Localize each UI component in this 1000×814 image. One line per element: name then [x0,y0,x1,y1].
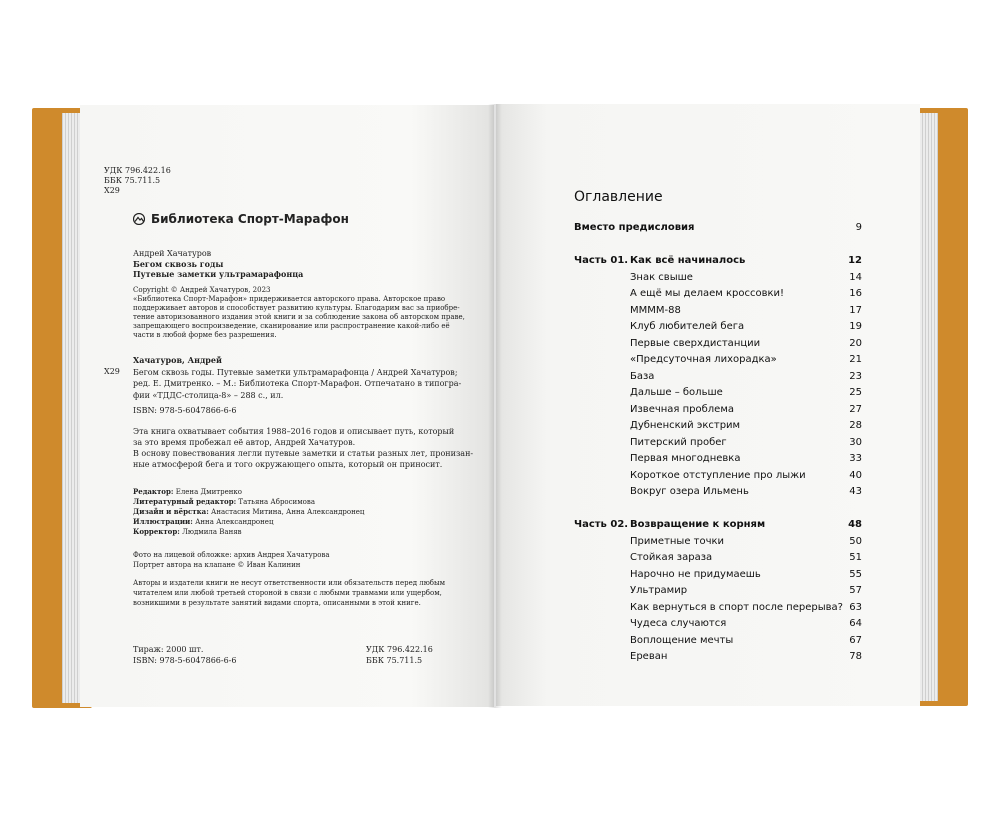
toc-chapter-page: 28 [849,420,862,431]
toc-part-page: 12 [848,255,862,266]
toc-part-title: Как всё начиналось [630,255,746,266]
udk-bottom: УДК 796.422.16 [366,645,433,654]
toc-chapter-page: 27 [849,404,862,415]
annotation-line: ные атмосферой бега и того окружающего опыта, который он приносит. [133,460,443,469]
toc-chapter [574,420,862,436]
print-run: Тираж: 2000 шт. [133,645,204,654]
isbn: ISBN: 978-5-6047866-6-6 [133,406,237,415]
photo-credit-line: Фото на лицевой обложке: архив Андрея Хачатурова [133,551,330,559]
toc-chapter-title: Ультрамир [630,585,688,596]
toc-chapter-title: Короткое отступление про лыжи [630,470,806,481]
bbk-top: ББК 75.711.5 [104,176,161,185]
credit-editor: Редактор: Елена Дмитренко [133,487,243,496]
toc-chapter-page: 33 [849,453,862,464]
toc-chapter [574,453,862,469]
toc-chapter-title: Ереван [630,651,668,662]
toc-part-label: Часть 02. [574,519,629,530]
book-title: Бегом сквозь годы [133,259,224,269]
copyright-line: «Библиотека Спорт-Марафон» придерживается авторского права. Авторское право [133,295,446,303]
toc-part-title: Возвращение к корням [630,519,766,530]
toc-chapter-page: 21 [849,354,862,365]
toc-chapter-title: Чудеса случаются [630,618,727,629]
credit-proofreader: Корректор: Людмила Ваняв [133,527,242,536]
disclaimer-line: Авторы и издатели книги не несут ответственности или обязательств перед любым [133,579,446,587]
toc-chapter [574,651,862,667]
toc-chapter [574,536,862,552]
toc-part-page: 48 [848,519,862,530]
credit-illustrations: Иллюстрации: Анна Александронец [133,517,274,526]
toc-chapter-title: Клуб любителей бега [630,321,745,332]
toc-chapter [574,437,862,453]
toc-chapter-page: 63 [849,602,862,613]
toc-chapter [574,338,862,354]
toc-chapter-title: Воплощение мечты [630,635,734,646]
toc-chapter-title: Знак свыше [630,272,693,283]
toc-preface-title: Вместо предисловия [574,222,695,233]
publisher-logo-text: Библиотека Спорт-Марафон [151,212,349,226]
toc-chapter-page: 14 [849,272,862,283]
toc-chapter-page: 30 [849,437,862,448]
toc-chapter-title: Дальше – больше [630,387,723,398]
toc-chapter [574,321,862,337]
udk-top: УДК 796.422.16 [104,166,171,175]
copyright-line: запрещающего воспроизведение, сканирование или распространение какой-либо её [133,322,450,330]
credits [133,487,364,537]
credit-literary-editor: Литературный редактор: Татьяна Абросимова [133,497,315,506]
toc-chapter [574,272,862,288]
toc-chapter [574,569,862,585]
toc-chapter [574,618,862,634]
toc-chapter-title: Питерский пробег [630,437,727,448]
toc-chapter-page: 67 [849,635,862,646]
toc-chapter [574,305,862,321]
toc-chapter-page: 20 [849,338,862,349]
catalog-entry [133,355,461,401]
toc-chapter-page: 19 [849,321,862,332]
toc-chapter-page: 25 [849,387,862,398]
toc-chapter-page: 50 [849,536,862,547]
toc-preface [574,222,862,238]
book-gutter-shadow [488,104,502,708]
toc-part-01 [574,255,862,271]
catalog-line: Бегом сквозь годы. Путевые заметки ультрамарафонца / Андрей Хачатуров; [133,367,458,377]
toc-heading: Оглавление [574,189,663,205]
mountain-logo-icon [133,213,145,225]
toc-chapter-page: 16 [849,288,862,299]
catalog-line: Хачатуров, Андрей [133,355,222,365]
annotation-line: Эта книга охватывает события 1988–2016 годов и описывает путь, который [133,427,455,436]
photo-credits [133,550,330,570]
catalog-line: фии «ТДДС-столица-8» – 288 с., ил. [133,390,284,400]
toc-chapter-page: 51 [849,552,862,563]
toc-chapter-page: 43 [849,486,862,497]
toc-chapter-title: Первые сверхдистанции [630,338,761,349]
toc-chapter [574,470,862,486]
toc-chapter-page: 40 [849,470,862,481]
toc-chapter [574,387,862,403]
code-top: Х29 [104,186,120,195]
toc-chapter-title: База [630,371,655,382]
toc-preface-page: 9 [855,222,862,233]
toc-part-02 [574,519,862,535]
toc-chapter-title: Как вернуться в спорт после перерыва? [630,602,843,613]
toc-chapter [574,486,862,502]
toc-chapter-title: Дубненский экстрим [630,420,741,431]
toc-chapter-page: 78 [849,651,862,662]
catalog-code: Х29 [104,367,120,376]
photo-credit-line: Портрет автора на клапане © Иван Калинин [133,561,301,569]
book-subtitle: Путевые заметки ультрамарафонца [133,269,304,279]
toc-chapter-page: 55 [849,569,862,580]
toc-chapter-page: 17 [849,305,862,316]
toc-chapter-title: Нарочно не придумаешь [630,569,761,580]
toc-chapter [574,635,862,651]
toc-chapter-page: 23 [849,371,862,382]
copyright-line: части в любой форме без разрешения. [133,331,277,339]
copyright-line: поддерживает авторов и способствует развитию культуры. Благодарим вас за приобре- [133,304,460,312]
toc-chapter-title: Вокруг озера Ильмень [630,486,749,497]
copyright-line: Copyright © Андрей Хачатуров, 2023 [133,286,271,294]
toc-chapter-title: Приметные точки [630,536,725,547]
toc-chapter-title: Извечная проблема [630,404,734,415]
toc-chapter-page: 57 [849,585,862,596]
author-name: Андрей Хачатуров [133,249,212,258]
toc-chapter [574,585,862,601]
toc-part-label: Часть 01. [574,255,629,266]
disclaimer-line: читателем или любой третьей стороной в связи с любыми травмами или ущербом, [133,589,442,597]
catalog-line: ред. Е. Дмитренко. – М.: Библиотека Спорт-Марафон. Отпечатано в типогра- [133,379,462,388]
toc-chapter [574,552,862,568]
credit-design: Дизайн и вёрстка: Анастасия Митина, Анна Александронец [133,507,365,516]
publisher-logo [133,212,349,226]
toc-chapter-title: А ещё мы делаем кроссовки! [630,288,785,299]
toc-chapter-page: 64 [849,618,862,629]
annotation [133,426,473,470]
toc-chapter-title: ММММ-88 [630,305,681,316]
toc-chapter-title: Первая многодневка [630,453,741,464]
toc-chapter [574,288,862,304]
toc-chapter [574,354,862,370]
toc-chapter [574,404,862,420]
copyright-block [133,286,465,340]
disclaimer-line: возникшими в результате занятий видами спорта, описанными в этой книге. [133,599,421,607]
isbn-bottom: ISBN: 978-5-6047866-6-6 [133,656,237,665]
toc-chapter [574,602,862,618]
toc-chapter [574,371,862,387]
toc-chapter-title: «Предсуточная лихорадка» [630,354,777,365]
annotation-line: В основу повествования легли путевые заметки и статьи разных лет, пронизан- [133,449,474,458]
annotation-line: за это время пробежал её автор, Андрей Хачатуров. [133,438,356,447]
copyright-line: тение авторизованного издания этой книги и за соблюдение закона об авторском праве, [133,313,465,321]
disclaimer [133,578,445,608]
bbk-bottom: ББК 75.711.5 [366,656,423,665]
toc-chapter-title: Стойкая зараза [630,552,713,563]
